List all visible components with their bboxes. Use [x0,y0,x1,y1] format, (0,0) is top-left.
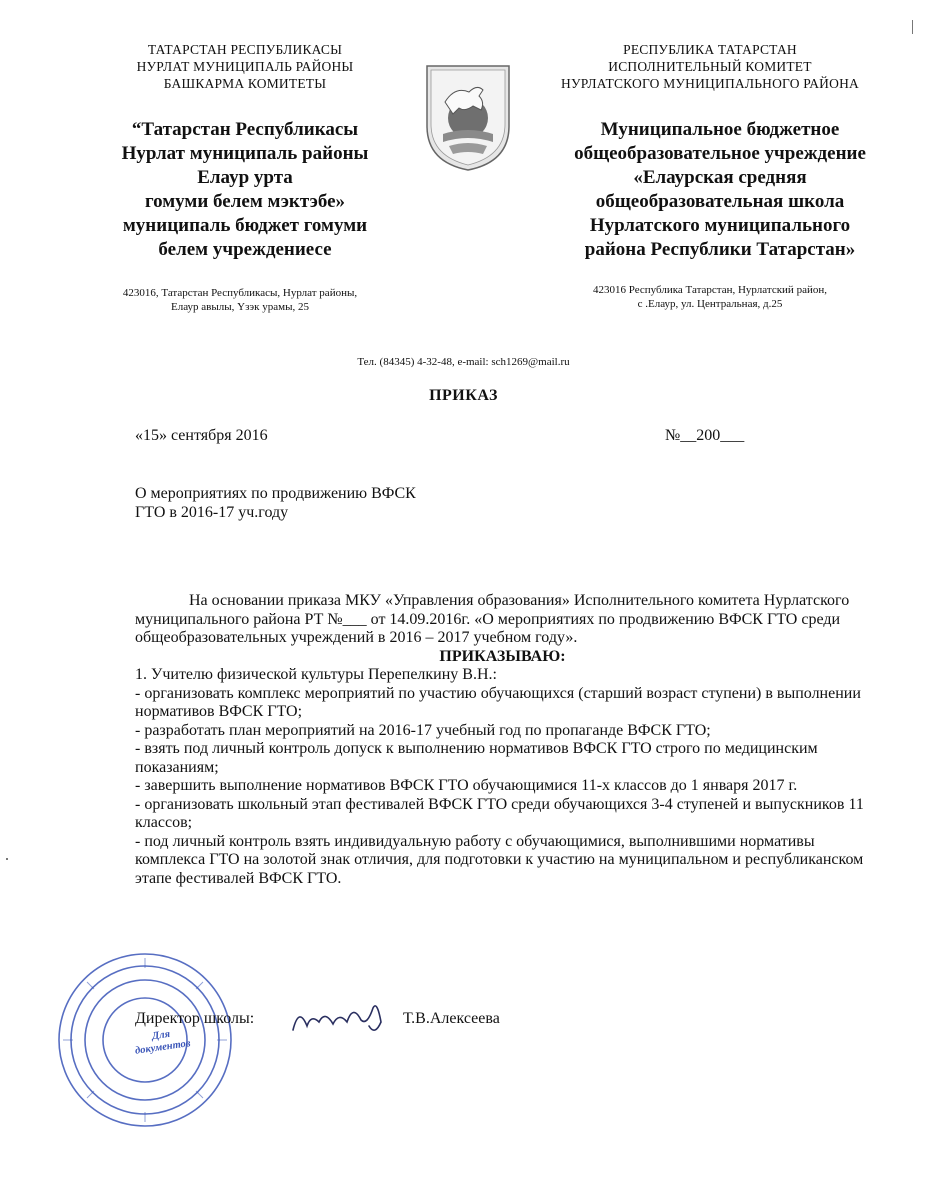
subject-line: ГТО в 2016-17 уч.году [135,504,289,521]
order-subject [135,484,416,522]
heading-line: НУРЛАТ МУНИЦИПАЛЬ РАЙОНЫ [136,59,354,74]
coat-of-arms-emblem [423,62,513,174]
contact-line: Тел. (84345) 4-32-48, e-mail: sch1269@mail.ru [357,356,570,368]
order-item: - организовать школьный этап фестивалей ВФСК ГТО среди обучающихся 3-4 ступеней и выпускников 11 классов; [135,795,864,831]
org-line: Муниципальное бюджетное [600,119,840,140]
heading-line: БАШКАРМА КОМИТЕТЫ [163,76,327,91]
russian-address [560,283,860,311]
document-title: ПРИКАЗ [429,387,498,404]
director-name: Т.В.Алексеева [403,1010,500,1027]
subject-line: О мероприятиях по продвижению ВФСК [135,485,416,502]
org-line: гомуми белем мэктэбе» [144,191,346,212]
address-line: 423016 Республика Татарстан, Нурлатский район, [593,284,827,296]
stamp-center-text: Для документов [134,1028,192,1057]
org-line: общеобразовательное учреждение [574,143,866,164]
order-item: - под личный контроль взять индивидуальную работу с обучающимися, выполнившими нормативы комплекса ГТО на золотой знак отличия, для подготовки к участию на муниципальном и республиканском этапе фестивалей ВФСК ГТО. [135,832,864,887]
heading-line: НУРЛАТСКОГО МУНИЦИПАЛЬНОГО РАЙОНА [561,76,859,91]
heading-line: ИСПОЛНИТЕЛЬНЫЙ КОМИТЕТ [608,59,812,74]
org-line: общеобразовательная школа [595,191,845,212]
heading-line: ТАТАРСТАН РЕСПУБЛИКАСЫ [147,42,343,57]
address-line: Елаур авылы, Үзэк урамы, 25 [171,301,309,313]
signature-label: Директор школы: [135,1010,255,1027]
handwritten-signature [289,996,389,1040]
tatar-school-name [70,118,420,262]
order-item: - организовать комплекс мероприятий по участию обучающихся (старший возраст ступени) в выполнении нормативов ВФСК ГТО; [135,684,861,720]
tatar-address [90,286,390,314]
org-line: муниципаль бюджет гомуми [122,215,368,236]
address-line: с .Елаур, ул. Центральная, д.25 [637,298,783,310]
heading-line: РЕСПУБЛИКА ТАТАРСТАН [623,42,797,57]
order-keyword: ПРИКАЗЫВАЮ: [439,647,566,665]
org-line: Нурлат муниципаль районы [121,143,369,164]
order-item: - завершить выполнение нормативов ВФСК ГТО обучающимися 11-х классов до 1 января 2017 г. [135,777,798,794]
signature-block [135,1010,635,1040]
org-line: белем учреждениесе [158,239,332,260]
order-item: 1. Учителю физической культуры Перепелкину В.Н.: [135,666,497,683]
order-item: - разработать план мероприятий на 2016-17 учебный год по пропаганде ВФСК ГТО; [135,721,711,739]
order-date: «15» сентября 2016 [135,427,268,444]
address-line: 423016, Татарстан Республикасы, Нурлат районы, [122,287,358,299]
org-line: района Республики Татарстан» [584,239,856,260]
scan-edge-mark [912,20,913,34]
org-line: Нурлатского муниципального [589,215,851,236]
org-line: «Елаурская средняя [633,167,807,188]
preamble-paragraph: На основании приказа МКУ «Управления образования» Исполнительного комитета Нурлатского муниципального района РТ №___ от 14.09.2016г. «О мероприятиях по продвижению ВФСК ГТО среди общеобразовательных учреждений в 2016 – 2017 учебном году». [135,592,850,646]
org-line: “Татарстан Республикасы [131,119,359,140]
russian-school-name [540,118,900,262]
order-item: - взять под личный контроль допуск к выполнению нормативов ВФСК ГТО строго по медицинским показаниям; [135,740,818,776]
russian-committee-heading [530,41,890,92]
order-number: №__200___ [665,427,745,444]
org-line: Елаур урта [197,167,293,188]
order-body [135,592,870,888]
tatar-committee-heading [100,41,390,92]
scan-edge-mark [6,858,8,860]
